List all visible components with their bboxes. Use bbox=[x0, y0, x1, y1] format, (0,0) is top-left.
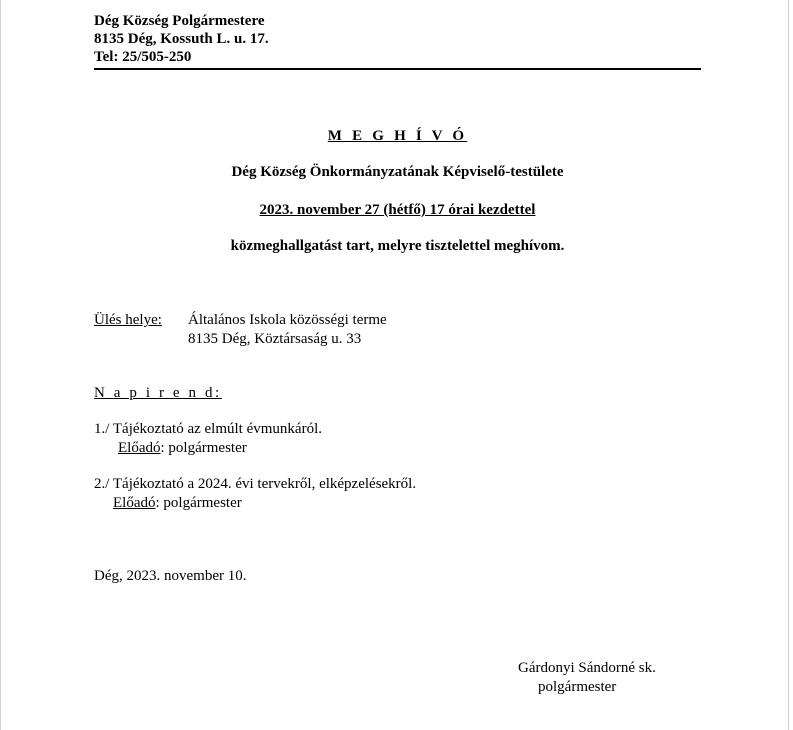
agenda-title: N a p i r e n d: bbox=[94, 385, 222, 401]
letterhead-phone: Tel: 25/505-250 bbox=[94, 49, 192, 65]
signature-block bbox=[518, 659, 656, 697]
invitation-closing-line: közmeghallgatást tart, melyre tisztelettel meghívom. bbox=[230, 238, 565, 254]
invitation-title: M E G H Í V Ó bbox=[327, 128, 468, 144]
venue-label-group bbox=[94, 311, 162, 330]
signature-title: polgármester bbox=[538, 679, 617, 695]
agenda-item-text: 1./ Tájékoztató az elmúlt évmunkáról. bbox=[94, 421, 322, 437]
venue-address: 8135 Dég, Köztársaság u. 33 bbox=[188, 331, 362, 347]
speaker-value: polgármester bbox=[164, 440, 247, 456]
speaker-value: polgármester bbox=[159, 495, 242, 511]
invitation-body-line: Dég Község Önkormányzatának Képviselő-testülete bbox=[231, 164, 564, 180]
agenda-item-speaker bbox=[94, 439, 322, 458]
venue-name: Általános Iskola közösségi terme bbox=[188, 312, 387, 328]
place-and-date: Dég, 2023. november 10. bbox=[94, 568, 247, 584]
agenda-item bbox=[94, 475, 416, 513]
letterhead bbox=[94, 12, 701, 66]
speaker-label: Előadó bbox=[113, 495, 156, 511]
letterhead-divider bbox=[94, 68, 701, 70]
agenda-item-speaker bbox=[94, 494, 416, 513]
speaker-label: Előadó bbox=[118, 440, 161, 456]
speaker-separator: : bbox=[155, 495, 160, 511]
invitation-date-line: 2023. november 27 (hétfő) 17 órai kezdettel bbox=[259, 202, 536, 218]
signature-name: Gárdonyi Sándorné sk. bbox=[518, 660, 656, 676]
speaker-separator: : bbox=[160, 440, 165, 456]
venue-colon: : bbox=[157, 312, 162, 328]
letterhead-organization: Dég Község Polgármestere bbox=[94, 13, 265, 29]
agenda-item bbox=[94, 420, 322, 458]
venue-label: Ülés helye bbox=[94, 312, 158, 328]
agenda-item-text: 2./ Tájékoztató a 2024. évi tervekről, elképzelésekről. bbox=[94, 476, 417, 492]
venue-details bbox=[188, 311, 387, 349]
letterhead-address: 8135 Dég, Kossuth L. u. 17. bbox=[94, 31, 269, 47]
